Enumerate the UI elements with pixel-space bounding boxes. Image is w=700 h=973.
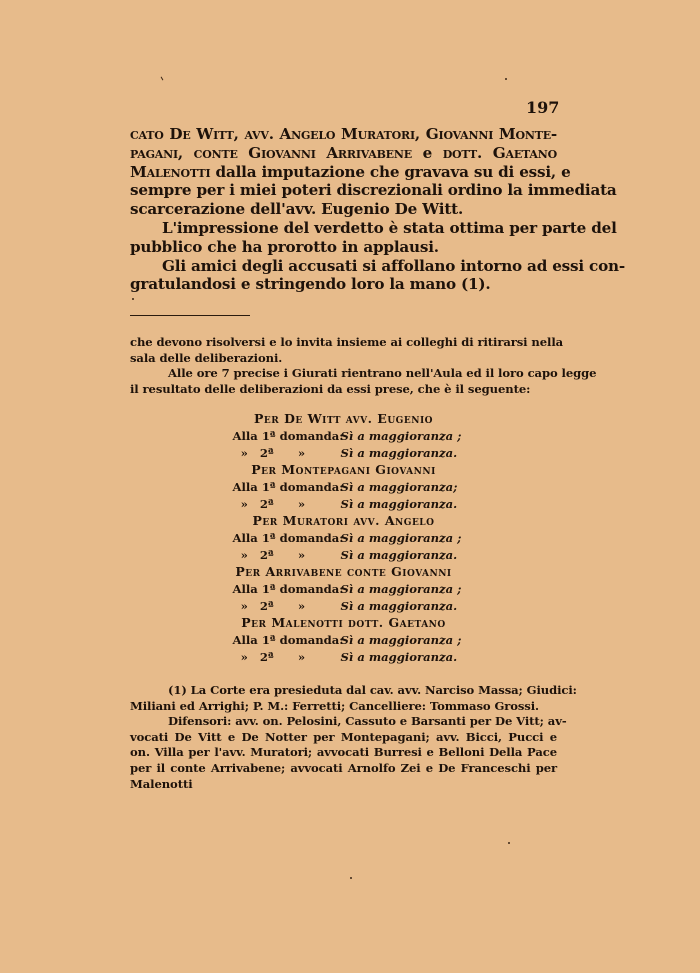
text-line [130,181,617,200]
verdict-row [130,530,557,547]
verdict-group [130,512,557,563]
text-segment: Gli amici degli accusati si affollano intorno ad essi con- [162,256,625,275]
text-segment: on. Villa per l'avv. Muratori; avvocati Burresi e Belloni Della Pace [130,745,557,760]
verdict-group [130,614,557,665]
scan-speck [508,842,510,844]
text-segment: scarcerazione dell'avv. Eugenio De Witt. [130,200,464,219]
text-segment: e [411,143,443,162]
text-segment: gratulandosi e stringendo loro la mano (1). [130,275,491,294]
text-line [130,777,557,793]
verdict-group [130,563,557,614]
verdict-row [130,496,557,513]
text-line [130,351,557,367]
verdict-row [130,479,557,496]
question-label: Alla 1ª domanda: [232,480,344,494]
question-label: » 2ª » [232,445,306,460]
footnote-divider [130,315,250,316]
answer: Sì a maggioranza. [340,598,458,613]
text-line [130,275,557,294]
text-line [130,238,557,257]
text-line [130,218,617,238]
text-segment: Malenotti [130,162,211,181]
verdict-row [130,649,557,666]
verdict-heading: Per De Witt avv. Eugenio [253,411,433,426]
text-segment: Miliani ed Arrighi; P. M.: Ferretti; Cancelliere: Tommaso Grossi. [130,698,539,713]
scan-speck [505,78,507,80]
question-label: » 2ª » [232,547,306,562]
verdict-heading: Per Malenotti dott. Gaetano [241,615,446,630]
text-segment: Difensori: avv. on. Pelosini, Cassuto e Barsanti per De Vitt; av- [168,714,567,729]
verdict-row [130,547,557,564]
verdict-list [130,410,557,665]
text-segment: che devono risolversi e lo invita insieme ai colleghi di ritirarsi nella [130,335,564,349]
text-line [130,256,625,276]
verdict-group [130,410,557,461]
answer: Sì a maggioranza. [340,547,458,562]
answer: Sì a maggioranza ; [340,582,462,596]
scan-speck [350,877,352,879]
continued-note-text [130,335,597,397]
text-segment: sempre per i miei poteri discrezionali ordino la immediata [130,181,617,200]
text-line [130,382,557,398]
text-segment: vocati De Vitt e De Notter per Montepagani; avv. Bicci, Pucci e [130,729,557,744]
text-segment: sala delle deliberazioni. [130,350,283,365]
question-label: Alla 1ª domanda: [232,429,344,443]
text-segment: dalla imputazione che gravava su di essi, e [210,162,571,181]
verdict-row [130,598,557,615]
text-line [130,761,557,777]
text-line [130,699,557,715]
main-text [130,125,625,294]
verdict-heading: Per Muratori avv. Angelo [252,513,435,528]
page-number: 197 [526,98,560,117]
text-segment: per il conte Arrivabene; avvocati Arnolfo Zei e De Franceschi per [130,760,557,775]
answer: Sì a maggioranza. [340,445,458,460]
text-line [130,144,557,163]
question-label: » 2ª » [232,598,306,613]
text-segment: cato De Witt, avv. Angelo Muratori, Giovanni Monte- [130,125,557,143]
text-line [130,683,577,699]
text-segment: L'impressione del verdetto è stata ottima per parte del [162,218,617,237]
scan-speck [132,298,134,300]
answer: Sì a maggioranza; [340,480,458,494]
text-line [130,714,567,730]
verdict-row [130,445,557,462]
verdict-group [130,461,557,512]
text-segment: pagani, conte Giovanni Arrivabene [130,143,412,162]
verdict-row [130,632,557,649]
text-line [130,200,557,219]
answer: Sì a maggioranza. [340,649,458,664]
answer: Sì a maggioranza ; [340,429,462,443]
question-label: Alla 1ª domanda: [232,582,344,596]
text-line [130,125,557,144]
answer: Sì a maggioranza ; [340,531,462,545]
answer: Sì a maggioranza ; [340,633,462,647]
footnote [130,683,577,792]
text-segment: Malenotti [130,776,193,791]
text-segment: pubblico che ha prorotto in applausi. [130,237,439,256]
text-line [130,745,557,761]
text-segment: il resultato delle deliberazioni da essi prese, che è il seguente: [130,381,531,396]
verdict-row [130,581,557,598]
question-label: Alla 1ª domanda: [232,633,344,647]
text-segment: Alle ore 7 precise i Giurati rientrano nell'Aula ed il loro capo legge [168,366,597,381]
text-segment: (1) La Corte era presieduta dal cav. avv. Narciso Massa; Giudici: [168,683,577,697]
text-line [130,366,597,382]
verdict-heading: Per Montepagani Giovanni [251,462,436,477]
question-label: » 2ª » [232,496,306,511]
scan-speck [161,77,164,81]
verdict-heading: Per Arrivabene conte Giovanni [235,564,452,579]
verdict-row [130,428,557,445]
text-line [130,162,571,182]
text-line [130,335,564,351]
question-label: » 2ª » [232,649,306,664]
answer: Sì a maggioranza. [340,496,458,511]
question-label: Alla 1ª domanda: [232,531,344,545]
text-line [130,730,557,746]
text-segment: dott. Gaetano [442,143,557,162]
